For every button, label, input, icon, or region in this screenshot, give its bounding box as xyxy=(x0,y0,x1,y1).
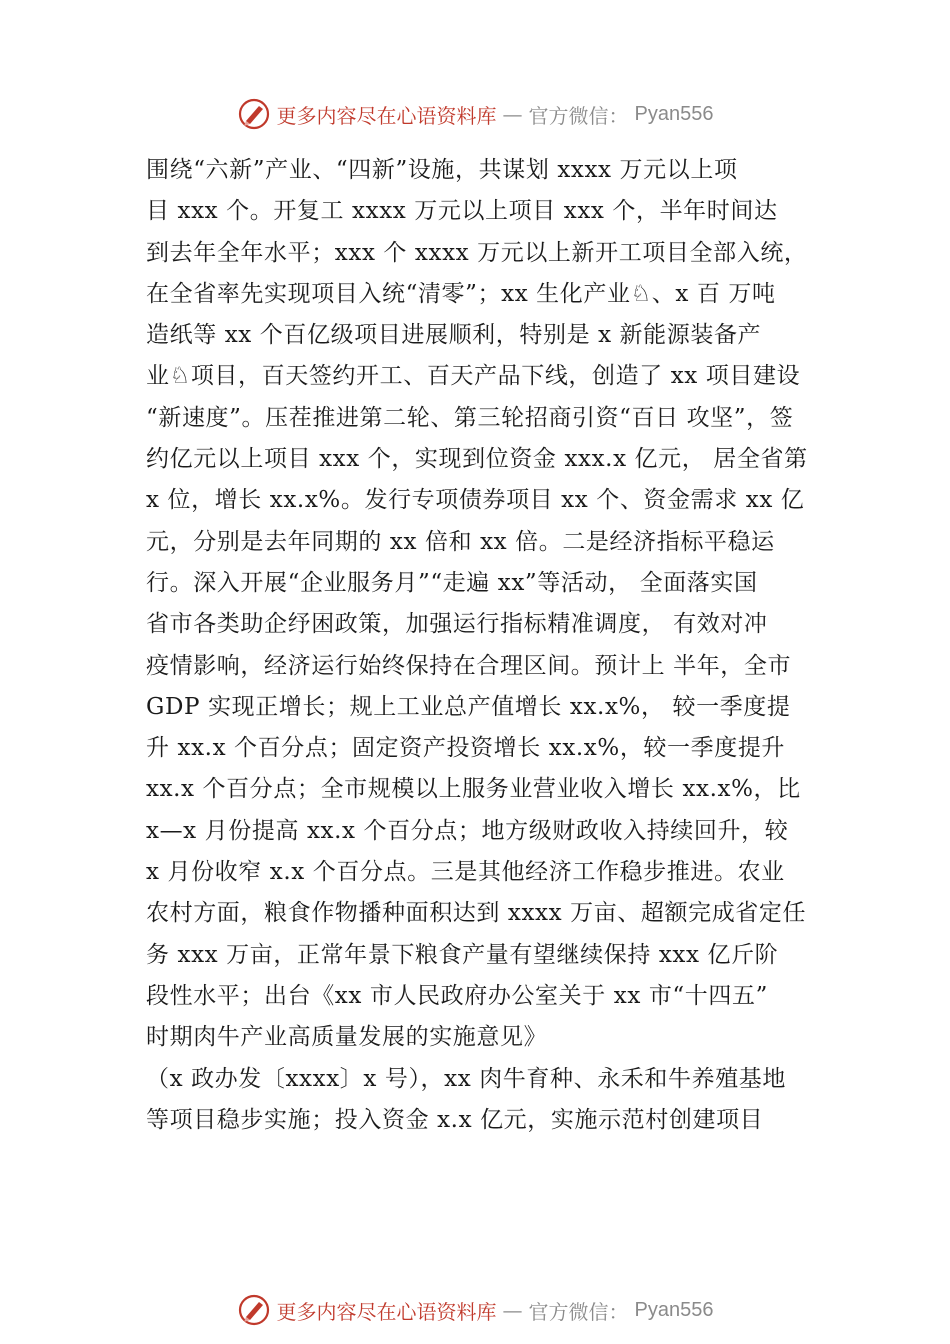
pen-logo-icon xyxy=(237,1293,271,1327)
text-line: 业♘项目，百天签约开工、百天产品下线，创造了 xx 项目建设 xyxy=(146,363,801,390)
text-line: 造纸等 xx 个百亿级项目进展顺利，特别是 x 新能源装备产 xyxy=(146,322,762,349)
text-line: GDP 实现正增长；规上工业总产值增长 xx.x%， 较一季度提 xyxy=(146,693,791,720)
banner-site-text: 更多内容尽在心语资料库 xyxy=(276,103,497,128)
text-line: （x 政办发〔xxxx〕x 号），xx 肉牛育种、永禾和牛养殖基地 xyxy=(146,1065,787,1092)
text-line: 目 xxx 个。开复工 xxxx 万元以上项目 xxx 个，半年时间达 xyxy=(146,198,778,225)
banner-wechat-label: 官方微信： xyxy=(528,1299,629,1324)
text-line: x—x 月份提高 xx.x 个百分点；地方级财政收入持续回升，较 xyxy=(146,817,789,844)
text-line: 升 xx.x 个百分点；固定资产投资增长 xx.x%，较一季度提升 xyxy=(146,735,786,762)
banner-content xyxy=(237,1293,714,1327)
footer-banner xyxy=(0,1290,950,1330)
text-line: 行。深入开展“企业服务月”“走遍 xx”等活动， 全面落实国 xyxy=(146,569,758,596)
text-line: x 月份收窄 x.x 个百分点。三是其他经济工作稳步推进。农业 xyxy=(146,859,785,886)
banner-wechat-id: Pyan556 xyxy=(634,1298,714,1321)
text-line: 疫情影响，经济运行始终保持在合理区间。预计上 半年，全市 xyxy=(146,652,792,679)
text-line: 到去年全年水平；xxx 个 xxxx 万元以上新开工项目全部入统， xyxy=(146,239,808,266)
text-line: 务 xxx 万亩，正常年景下粮食产量有望继续保持 xxx 亿斤阶 xyxy=(146,941,779,968)
banner-site-text: 更多内容尽在心语资料库 xyxy=(276,1299,497,1324)
text-line: 元，分别是去年同期的 xx 倍和 xx 倍。二是经济指标平稳运 xyxy=(146,528,775,555)
text-line: 约亿元以上项目 xxx 个，实现到位资金 xxx.x 亿元， 居全省第 xyxy=(146,446,808,473)
text-line: 围绕“六新”产业、“四新”设施，共谋划 xxxx 万元以上项 xyxy=(146,157,738,183)
text-line: 在全省率先实现项目入统“清零”；xx 生化产业♘、x 百 万吨 xyxy=(146,280,776,307)
text-line: x 位，增长 xx.x%。发行专项债券项目 xx 个、资金需求 xx 亿 xyxy=(146,487,805,514)
banner-wechat-id: Pyan556 xyxy=(634,102,714,125)
text-line: 省市各类助企纾困政策，加强运行指标精准调度， 有效对冲 xyxy=(146,611,768,638)
text-line: 等项目稳步实施；投入资金 x.x 亿元，实施示范村创建项目 xyxy=(146,1106,764,1133)
banner-dash: — xyxy=(502,102,523,126)
pen-logo-icon xyxy=(237,97,271,131)
text-line: 时期肉牛产业高质量发展的实施意见》 xyxy=(146,1024,548,1051)
banner-wechat-label: 官方微信： xyxy=(528,103,629,128)
text-line: 段性水平；出台《xx 市人民政府办公室关于 xx 市“十四五” xyxy=(146,982,768,1009)
header-banner xyxy=(0,94,950,134)
text-line: “新速度”。压茬推进第二轮、第三轮招商引资“百日 攻坚”，签 xyxy=(146,404,794,431)
document-body xyxy=(146,150,846,1141)
text-line: xx.x 个百分点；全市规模以上服务业营业收入增长 xx.x%，比 xyxy=(146,776,801,803)
text-line: 农村方面，粮食作物播种面积达到 xxxx 万亩、超额完成省定任 xyxy=(146,900,807,927)
banner-dash: — xyxy=(502,1298,523,1322)
banner-content xyxy=(237,97,714,131)
